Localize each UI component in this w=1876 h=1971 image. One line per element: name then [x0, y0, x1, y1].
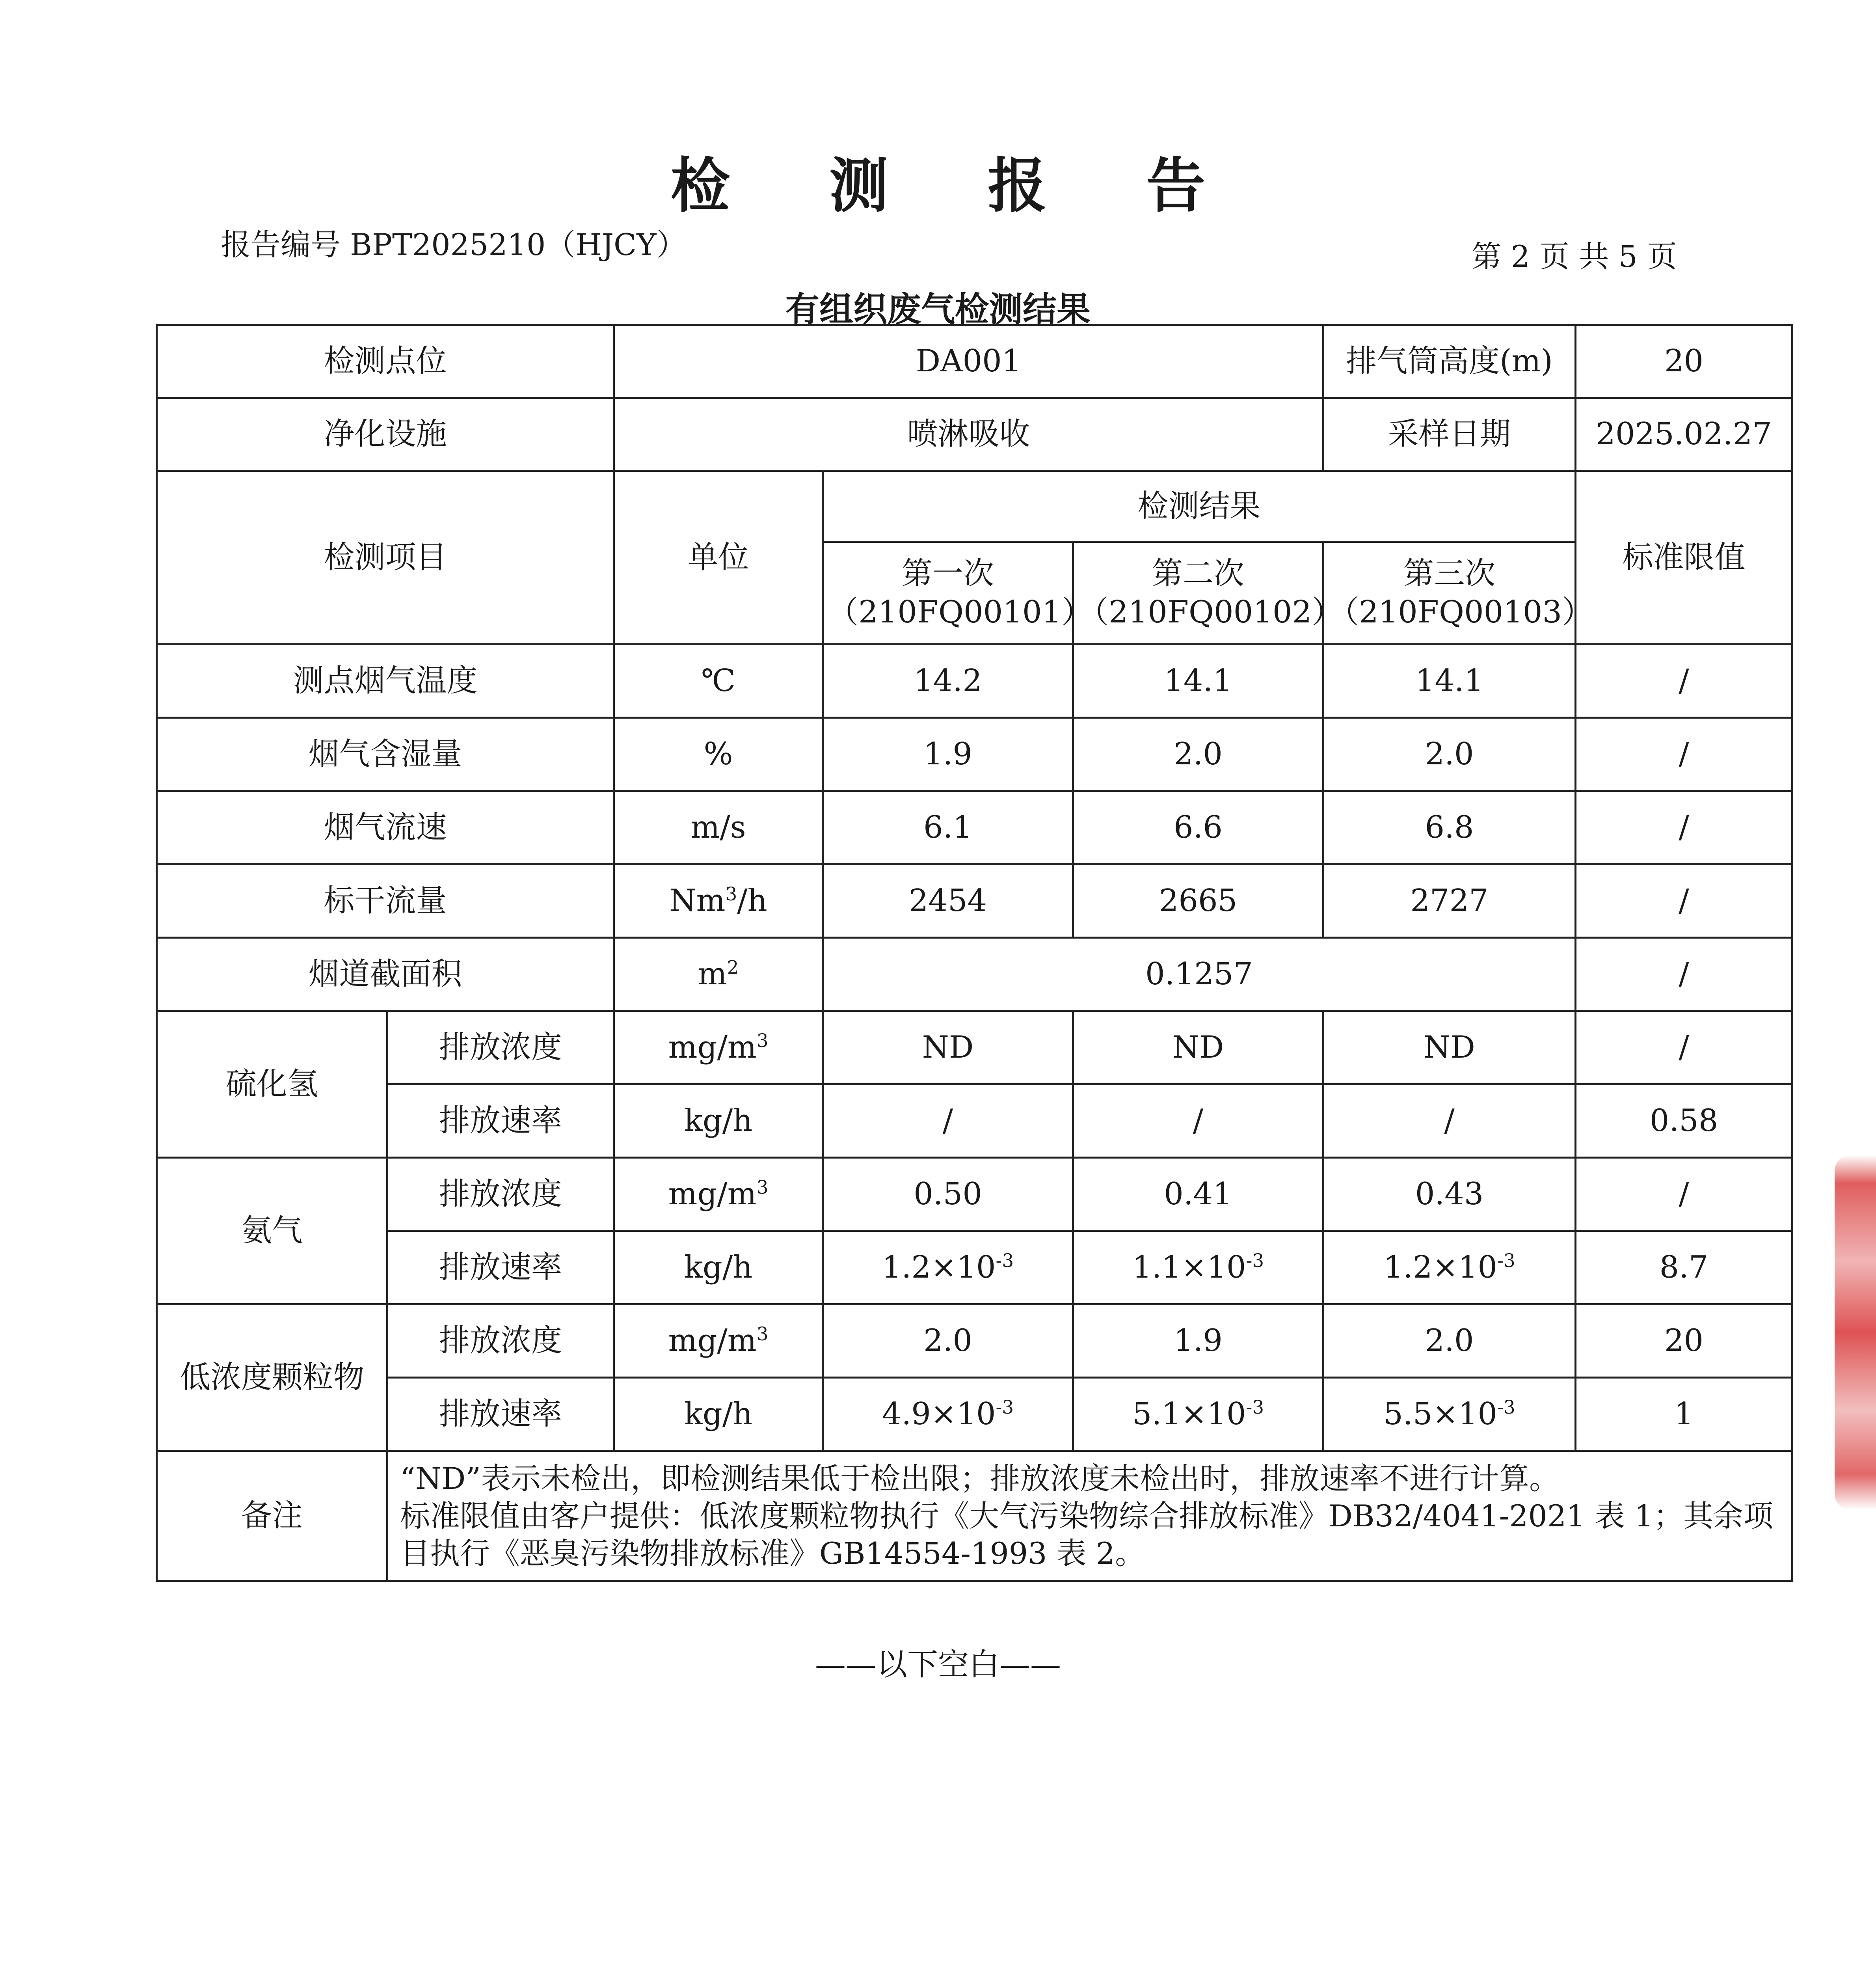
table-row	[157, 718, 1792, 791]
unit-cell: m/s	[614, 791, 823, 864]
limit-cell: /	[1576, 718, 1792, 791]
point-label: 检测点位	[157, 325, 614, 398]
value-cell: /	[1323, 1084, 1576, 1158]
limit-cell: 0.58	[1576, 1084, 1792, 1158]
unit-cell: %	[614, 718, 823, 791]
value-cell: 2727	[1323, 864, 1576, 938]
item-name: 标干流量	[157, 864, 614, 938]
run-label: 第三次	[1403, 556, 1496, 591]
report-number: 报告编号 BPT2025210（HJCY）	[221, 227, 687, 262]
metric-label: 排放浓度	[387, 1011, 614, 1084]
value-cell-merged: 0.1257	[823, 938, 1576, 1011]
value-cell: 0.43	[1323, 1158, 1576, 1231]
item-name: 烟道截面积	[157, 938, 614, 1011]
limit-cell: 20	[1576, 1304, 1792, 1378]
remarks-line: “ND”表示未检出，即检测结果低于检出限；排放浓度未检出时，排放速率不进行计算。	[400, 1461, 1560, 1496]
metric-label: 排放浓度	[387, 1304, 614, 1378]
run-header	[1323, 542, 1593, 645]
facility-label: 净化设施	[157, 398, 614, 471]
facility-value: 喷淋吸收	[614, 398, 1323, 471]
value-cell: ND	[1073, 1011, 1323, 1084]
item-name: 测点烟气温度	[157, 645, 614, 718]
unit-cell: $mg/m^3$	[614, 1011, 823, 1084]
point-value: DA001	[614, 325, 1323, 398]
item-name: 烟气流速	[157, 791, 614, 864]
value-cell: /	[823, 1084, 1073, 1158]
value-cell: 2.0	[1323, 718, 1576, 791]
limit-cell: /	[1576, 1158, 1792, 1231]
metric-label: 排放速率	[387, 1231, 614, 1304]
unit-cell: $mg/m^3$	[614, 1158, 823, 1231]
table-row	[157, 1158, 1792, 1231]
table-row	[157, 1084, 1792, 1158]
run-id: （210FQ00102）	[1078, 594, 1343, 630]
table-title: 有组织废气检测结果	[785, 290, 1091, 329]
unit-cell: $mg/m^3$	[614, 1304, 823, 1378]
value-cell: 14.1	[1323, 645, 1576, 718]
red-seal-stamp-edge	[1835, 1155, 1876, 1510]
value-cell: 14.2	[823, 645, 1073, 718]
value-cell: $4.9\times 10^{-3}$	[823, 1378, 1073, 1451]
stack-height-label: 排气筒高度(m)	[1323, 325, 1576, 398]
metric-label: 排放浓度	[387, 1158, 614, 1231]
remarks-row	[157, 1451, 1792, 1581]
run-id: （210FQ00101）	[828, 594, 1092, 630]
limit-cell: /	[1576, 1011, 1792, 1084]
value-cell: $1.2\times 10^{-3}$	[823, 1231, 1073, 1304]
metric-label: 排放速率	[387, 1084, 614, 1158]
value-cell: 2.0	[1323, 1304, 1576, 1378]
pollutant-name: 硫化氢	[157, 1011, 387, 1158]
run-header	[823, 542, 1092, 645]
unit-cell: Nm$^3$/h	[614, 864, 823, 938]
metric-label: 排放速率	[387, 1378, 614, 1451]
run-id: （210FQ00103）	[1328, 594, 1593, 630]
table-row	[157, 864, 1792, 938]
results-header: 检测结果	[823, 471, 1576, 542]
value-cell: 2665	[1073, 864, 1323, 938]
end-of-content-mark: ——以下空白——	[815, 1647, 1061, 1682]
unit-cell: $m^2$	[614, 938, 823, 1011]
value-cell: $5.1\times 10^{-3}$	[1073, 1378, 1323, 1451]
value-cell: 1.9	[1073, 1304, 1323, 1378]
limit-cell: 8.7	[1576, 1231, 1792, 1304]
limit-cell: /	[1576, 864, 1792, 938]
value-cell: 1.9	[823, 718, 1073, 791]
limit-cell: /	[1576, 791, 1792, 864]
unit-header: 单位	[614, 471, 823, 645]
value-cell: 2454	[823, 864, 1073, 938]
value-cell: ND	[1323, 1011, 1576, 1084]
value-cell: 0.41	[1073, 1158, 1323, 1231]
unit-cell: ℃	[614, 645, 823, 718]
table-row	[157, 1231, 1792, 1304]
table-row	[157, 1011, 1792, 1084]
unit-cell: kg/h	[614, 1378, 823, 1451]
value-cell: /	[1073, 1084, 1323, 1158]
pollutant-name: 低浓度颗粒物	[157, 1304, 387, 1451]
limit-cell: /	[1576, 938, 1792, 1011]
table-row	[157, 1304, 1792, 1378]
limit-cell: /	[1576, 645, 1792, 718]
value-cell: 2.0	[823, 1304, 1073, 1378]
value-cell: 6.6	[1073, 791, 1323, 864]
sampling-date-label: 采样日期	[1323, 398, 1576, 471]
value-cell: 6.1	[823, 791, 1073, 864]
value-cell: 2.0	[1073, 718, 1323, 791]
value-cell: $1.1\times 10^{-3}$	[1073, 1231, 1323, 1304]
run-label: 第一次	[902, 556, 994, 591]
info-row-facility	[157, 398, 1792, 471]
page-number: 第 2 页 共 5 页	[1471, 239, 1677, 274]
value-cell: ND	[823, 1011, 1073, 1084]
remarks-label: 备注	[157, 1451, 387, 1581]
run-header	[1073, 542, 1343, 645]
table-row	[157, 645, 1792, 718]
unit-cell: kg/h	[614, 1231, 823, 1304]
limit-header: 标准限值	[1576, 471, 1792, 645]
value-cell: 6.8	[1323, 791, 1576, 864]
unit-cell: kg/h	[614, 1084, 823, 1158]
sampling-date-value: 2025.02.27	[1576, 398, 1792, 471]
limit-cell: 1	[1576, 1378, 1792, 1451]
run-label: 第二次	[1152, 556, 1245, 591]
info-row-point	[157, 325, 1792, 398]
table-row	[157, 791, 1792, 864]
header-row	[157, 471, 1792, 542]
remarks-line: 标准限值由客户提供：低浓度颗粒物执行《大气污染物综合排放标准》DB32/4041-2021 表 1；其余项目执行《恶臭污染物排放标准》GB14554-1993 表 2。	[400, 1498, 1774, 1571]
item-header: 检测项目	[157, 471, 614, 645]
remarks-text	[387, 1451, 1792, 1581]
value-cell: 0.50	[823, 1158, 1073, 1231]
value-cell: $5.5\times 10^{-3}$	[1323, 1378, 1576, 1451]
table-row	[157, 1378, 1792, 1451]
stack-height-value: 20	[1576, 325, 1792, 398]
item-name: 烟气含湿量	[157, 718, 614, 791]
table-row	[157, 938, 1792, 1011]
value-cell: 14.1	[1073, 645, 1323, 718]
value-cell: $1.2\times 10^{-3}$	[1323, 1231, 1576, 1304]
pollutant-name: 氨气	[157, 1158, 387, 1304]
results-table	[156, 324, 1793, 1582]
page-title: 检 测 报 告	[670, 152, 1245, 220]
